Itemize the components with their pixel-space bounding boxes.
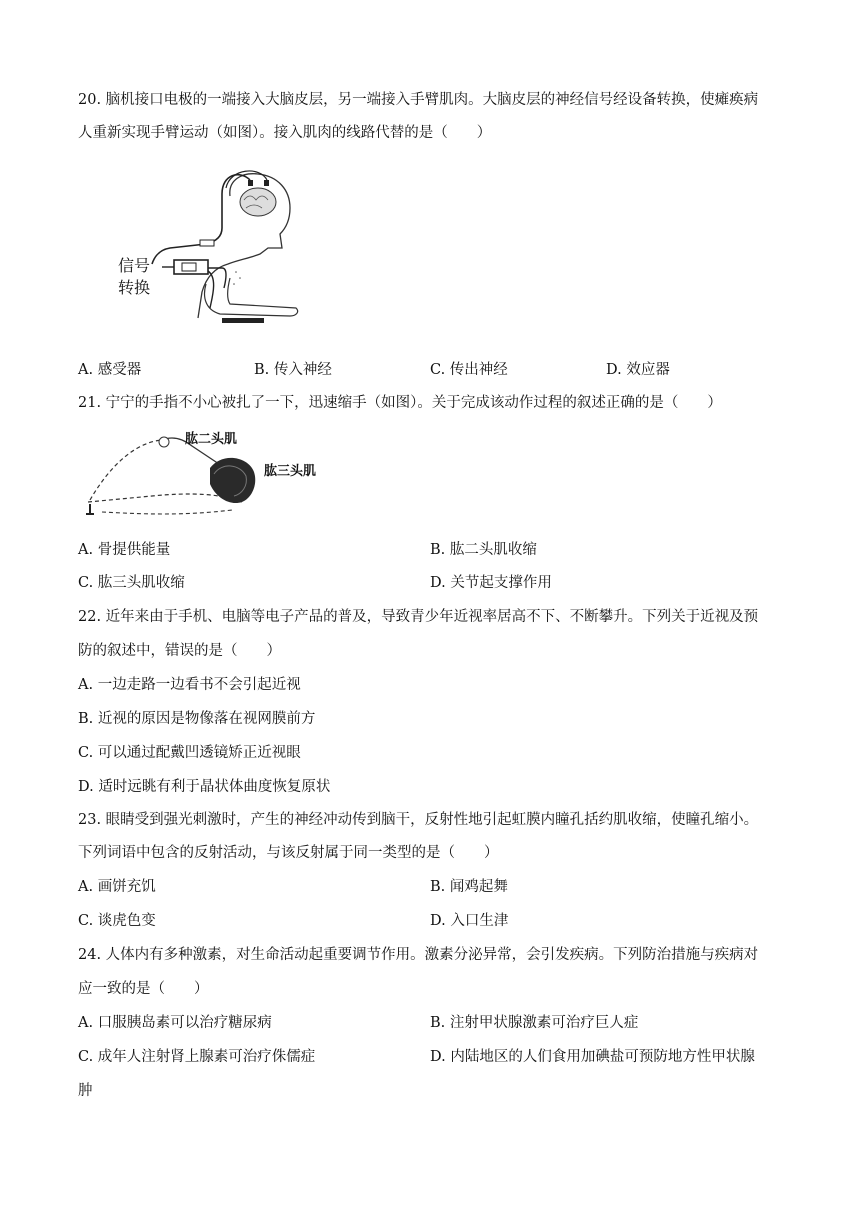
q20-option-b[interactable]: B. 传入神经: [254, 362, 332, 378]
q24-option-c[interactable]: C. 成年人注射肾上腺素可治疗侏儒症: [78, 1049, 316, 1065]
q20-stem-line2: 人重新实现手臂运动（如图）。接入肌肉的线路代替的是（ ）: [78, 125, 492, 141]
q23-option-b[interactable]: B. 闻鸡起舞: [430, 879, 508, 895]
q21-option-a[interactable]: A. 骨提供能量: [78, 542, 171, 558]
q22-option-a[interactable]: A. 一边走路一边看书不会引起近视: [78, 677, 301, 693]
q20-figure-label-convert: 转换: [118, 278, 151, 297]
q24-option-d-wrap: 肿: [78, 1083, 93, 1099]
q24-stem-line2: 应一致的是（ ）: [78, 981, 209, 997]
q21-stem-line1: 21. 宁宁的手指不小心被扎了一下，迅速缩手（如图）。关于完成该动作过程的叙述正确的是（ ）: [78, 395, 722, 411]
q21-figure-label-biceps: 肱二头肌: [185, 432, 238, 447]
q20-option-c[interactable]: C. 传出神经: [430, 362, 508, 378]
q24-option-d[interactable]: D. 内陆地区的人们食用加碘盐可预防地方性甲状腺: [430, 1049, 755, 1065]
q21-option-d[interactable]: D. 关节起支撑作用: [430, 575, 552, 591]
q20-option-d[interactable]: D. 效应器: [606, 362, 670, 378]
q24-option-a[interactable]: A. 口服胰岛素可以治疗糖尿病: [78, 1015, 272, 1031]
q23-option-d[interactable]: D. 入口生津: [430, 913, 509, 929]
q24-option-b[interactable]: B. 注射甲状腺激素可治疗巨人症: [430, 1015, 639, 1031]
q20-figure-label-signal: 信号: [118, 256, 151, 275]
q23-stem-line2: 下列词语中包含的反射活动，与该反射属于同一类型的是（ ）: [78, 845, 499, 861]
q23-stem-line1: 23. 眼睛受到强光刺激时，产生的神经冲动传到脑干，反射性地引起虹膜内瞳孔括约肌收缩，使瞳孔缩小。: [78, 812, 759, 828]
q20-stem-line1: 20. 脑机接口电极的一端接入大脑皮层，另一端接入手臂肌肉。大脑皮层的神经信号经设备转换，使瘫痪病: [78, 92, 759, 108]
q20-option-a[interactable]: A. 感受器: [78, 362, 142, 378]
q23-option-c[interactable]: C. 谈虎色变: [78, 913, 156, 929]
q22-option-c[interactable]: C. 可以通过配戴凹透镜矫正近视眼: [78, 745, 301, 761]
q21-option-b[interactable]: B. 肱二头肌收缩: [430, 542, 537, 558]
q23-option-a[interactable]: A. 画饼充饥: [78, 879, 156, 895]
q24-stem-line1: 24. 人体内有多种激素，对生命活动起重要调节作用。激素分泌异常，会引发疾病。下列防治措施与疾病对: [78, 947, 759, 963]
q20-figure-brain-machine-interface: [110, 168, 310, 328]
q21-option-c[interactable]: C. 肱三头肌收缩: [78, 575, 185, 591]
q22-stem-line2: 防的叙述中，错误的是（ ）: [78, 643, 281, 659]
q22-stem-line1: 22. 近年来由于手机、电脑等电子产品的普及，导致青少年近视率居高不下、不断攀升。下列关于近视及预: [78, 609, 759, 625]
q22-option-d[interactable]: D. 适时远眺有利于晶状体曲度恢复原状: [78, 779, 331, 795]
q21-figure-label-triceps: 肱三头肌: [264, 464, 317, 479]
q22-option-b[interactable]: B. 近视的原因是物像落在视网膜前方: [78, 711, 316, 727]
